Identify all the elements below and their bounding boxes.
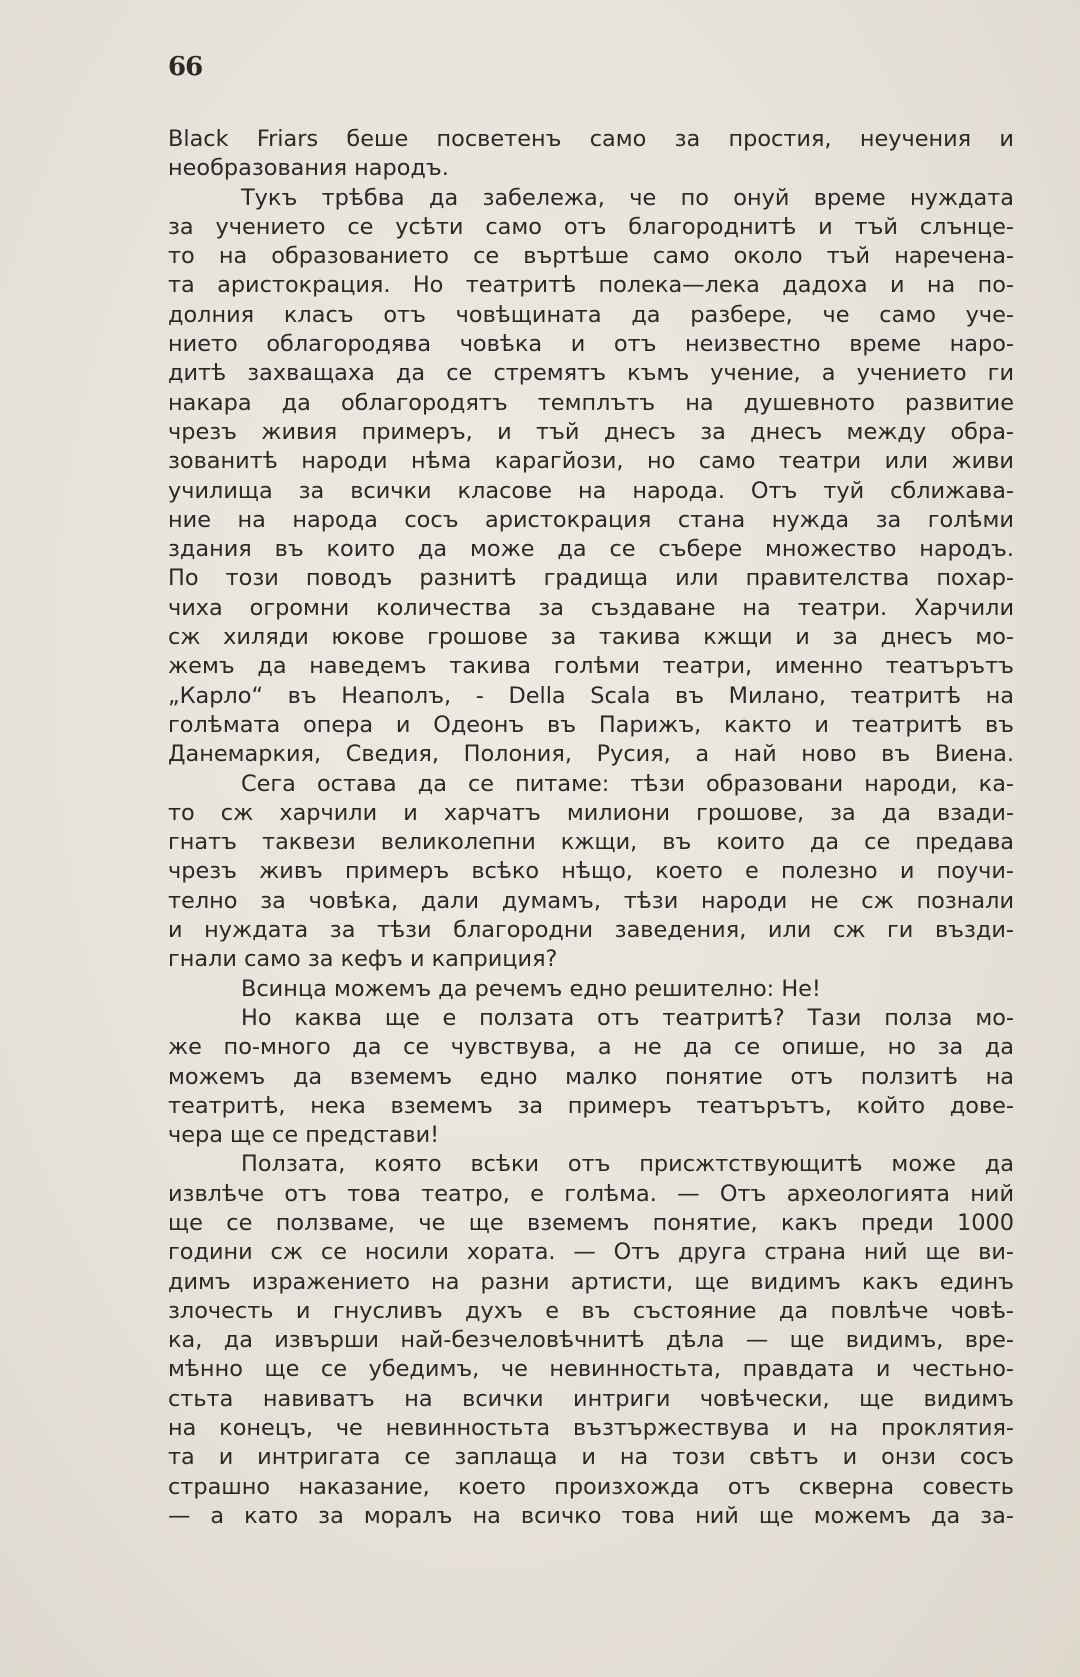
text-line: Сега остава да се питаме: тѣзи образовани народи, ка-	[241, 770, 1014, 797]
text-line: жемъ да наведемъ такива голѣми театри, именно театърътъ	[168, 653, 1014, 680]
text-line: — а като за моралъ на всичко това ний ще можемъ да за-	[168, 1502, 1014, 1529]
page-number: 66	[168, 52, 203, 82]
text-line: извлѣче отъ това театро, е голѣма. — Отъ археологията ний	[168, 1180, 1014, 1207]
text-line: гнатъ таквези великолепни кжщи, въ които да се предава	[168, 829, 1014, 856]
text-line: По този поводъ разнитѣ градища или правителства похар-	[168, 565, 1014, 592]
text-line: долния класъ отъ човѣщината да разбере, че само уче-	[168, 301, 1014, 328]
text-line: дитѣ захващаха да се стремятъ къмъ учение, а учението ги	[168, 360, 1014, 387]
text-line: то сж харчили и харчатъ милиони грошове, за да взади-	[168, 799, 1014, 826]
text-line: то на образованието се въртѣше само около тъй наречена-	[168, 243, 1014, 270]
text-line: нието облагородява човѣка и отъ неизвестно време наро-	[168, 331, 1014, 358]
text-line: ка, да извърши най-безчеловѣчнитѣ дѣла — ще видимъ, вре-	[168, 1327, 1014, 1354]
text-line: години сж се носили хората. — Отъ друга страна ний ще ви-	[168, 1239, 1014, 1266]
text-line: мѣнно ще се убедимъ, че невинностьта, правдата и честьно-	[168, 1356, 1014, 1383]
text-line: Black Friars беше посветенъ само за простия, неучения и	[168, 126, 1014, 152]
text-line: можемъ да вземемъ едно малко понятие отъ ползитѣ на	[168, 1063, 1014, 1090]
text-line: театритѣ, нека вземемъ за примеръ театърътъ, който дове-	[168, 1092, 1014, 1119]
text-line: та аристокрация. Но театритѣ полека—лека дадоха и на по-	[168, 272, 1014, 299]
text-line: за учението се усѣти само отъ благороднитѣ и тъй слънце-	[168, 213, 1014, 240]
text-line: Ползата, която всѣки отъ присжтствующитѣ може да	[241, 1151, 1014, 1178]
text-line: Тукъ трѣбва да забележа, че по онуй време нуждата	[241, 184, 1014, 211]
text-line: злочесть и гнусливъ духъ е въ състояние да повлѣче човѣ-	[168, 1297, 1014, 1324]
text-line: здания въ които да може да се събере множество народъ.	[168, 536, 1014, 563]
body-text	[168, 125, 1014, 1531]
text-line: Данемаркия, Сведия, Полония, Русия, а най ново въ Виена.	[168, 741, 1014, 768]
text-line: „Карло“ въ Неаполъ, - Della Scala въ Милано, театритѣ на	[168, 682, 1014, 709]
text-line: чрезъ живъ примеръ всѣко нѣщо, което е полезно и поучи-	[168, 858, 1014, 885]
text-line: чера ще се представи!	[168, 1122, 440, 1149]
text-line: накара да облагородятъ темплътъ на душевното развитие	[168, 389, 1014, 416]
text-line: голѣмата опера и Одеонъ въ Парижъ, както и театритѣ въ	[168, 711, 1014, 738]
text-line: стьта навиватъ на всички интриги човѣчески, ще видимъ	[168, 1385, 1014, 1412]
text-line: ще се ползваме, че ще вземемъ понятие, какъ преди 1000	[168, 1209, 1014, 1236]
text-line: Но каква ще е ползата отъ театритѣ? Тази полза мо-	[241, 1004, 1014, 1031]
text-line: необразования народъ.	[168, 155, 449, 182]
text-line: и нуждата за тѣзи благородни заведения, или сж ги възди-	[168, 917, 1014, 944]
text-line: сж хиляди юкове грошове за такива кжщи и за днесъ мо-	[168, 624, 1014, 651]
text-line: на конецъ, че невинностьта възтържествува и на проклятия-	[168, 1415, 1014, 1442]
text-line: димъ изражението на разни артисти, ще видимъ какъ единъ	[168, 1268, 1014, 1295]
text-line: зованитѣ народи нѣма карагйози, но само театри или живи	[168, 448, 1014, 475]
text-line: телно за човѣка, дали думамъ, тѣзи народи не сж познали	[168, 887, 1014, 914]
text-line: ние на народа сосъ аристокрация стана нужда за голѣми	[168, 506, 1014, 533]
text-line: Всинца можемъ да речемъ едно решително: Не!	[241, 975, 821, 1002]
text-line: та и интригата се заплаща и на този свѣтъ и онзи сосъ	[168, 1444, 1014, 1471]
text-line: чиха огромни количества за създаване на театри. Харчили	[168, 594, 1014, 621]
text-line: страшно наказание, което произхожда отъ скверна совесть	[168, 1473, 1014, 1500]
text-line: гнали само за кефъ и каприция?	[168, 946, 558, 973]
text-line: училища за всички класове на народа. Отъ туй сближава-	[168, 477, 1014, 504]
text-line: чрезъ живия примеръ, и тъй днесъ за днесъ между обра-	[168, 418, 1014, 445]
text-line: же по-много да се чувствува, а не да се опише, но за да	[168, 1034, 1014, 1061]
